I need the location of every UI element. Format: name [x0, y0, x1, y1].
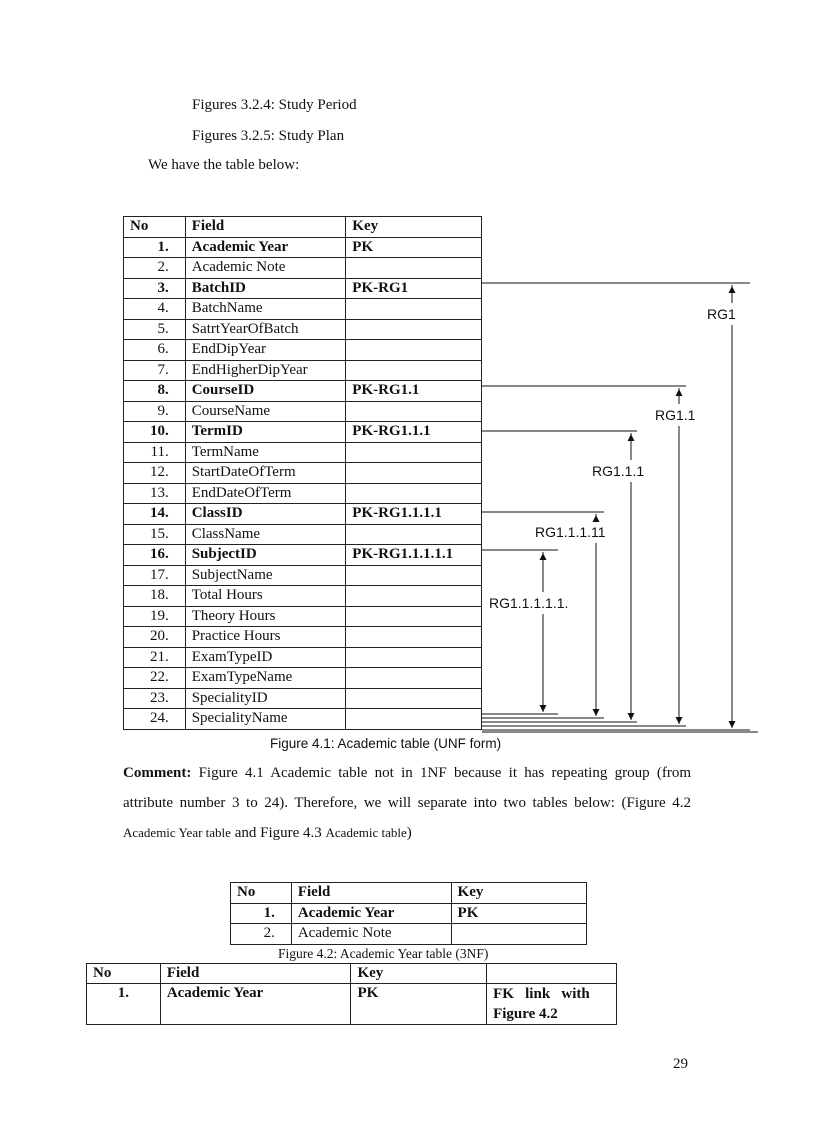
- row-no: 2.: [124, 258, 186, 279]
- rg-2-arrowhead-up: [628, 434, 635, 441]
- figure-4-2-caption: Figure 4.2: Academic Year table (3NF): [278, 946, 489, 961]
- table-row: [231, 924, 587, 945]
- row-key: [346, 627, 482, 648]
- comment-paragraph: [123, 758, 691, 848]
- header-field: Field: [291, 883, 451, 904]
- table-row: [124, 709, 482, 730]
- rg-0-label: RG1: [707, 306, 736, 322]
- row-no: 4.: [124, 299, 186, 320]
- row-field: Academic Year: [291, 903, 451, 924]
- figure-3-2-4-line: Figures 3.2.4: Study Period: [192, 97, 357, 113]
- table-row: [124, 401, 482, 422]
- figure-3-2-5-line: Figures 3.2.5: Study Plan: [192, 128, 345, 144]
- table-row: [124, 504, 482, 525]
- table-row: [124, 422, 482, 443]
- row-field: SubjectName: [185, 565, 346, 586]
- header-extra: [487, 964, 617, 984]
- rg-0-arrowhead-down: [729, 721, 736, 728]
- academic-year-table-3nf-header-row: [231, 883, 587, 904]
- row-field: ExamTypeName: [185, 668, 346, 689]
- table-row: [124, 278, 482, 299]
- row-key: [346, 401, 482, 422]
- row-key: [346, 709, 482, 730]
- row-field: SubjectID: [185, 545, 346, 566]
- comment-text: Figure 4.1 Academic table not in 1NF because it has repeating group (from attribute number 3 to 24). Therefore, we will separate into two tables below: (Figure 4.2: [123, 765, 691, 811]
- row-no: 12.: [124, 463, 186, 484]
- row-no: 7.: [124, 360, 186, 381]
- table-row: [124, 606, 482, 627]
- row-field: ClassID: [185, 504, 346, 525]
- row-field: SpecialityID: [185, 688, 346, 709]
- row-key: [346, 483, 482, 504]
- row-field: BatchName: [185, 299, 346, 320]
- header-no: No: [87, 964, 161, 984]
- row-field: Academic Year: [160, 984, 351, 1025]
- row-key: PK-RG1.1: [346, 381, 482, 402]
- row-field: TermName: [185, 442, 346, 463]
- row-key: [346, 463, 482, 484]
- row-field: EndHigherDipYear: [185, 360, 346, 381]
- header-key: Key: [351, 964, 487, 984]
- row-no: 5.: [124, 319, 186, 340]
- row-no: 19.: [124, 606, 186, 627]
- rg-4-arrowhead-up: [540, 553, 547, 560]
- row-no: 14.: [124, 504, 186, 525]
- table-row: [124, 237, 482, 258]
- row-field: CourseName: [185, 401, 346, 422]
- row-no: 20.: [124, 627, 186, 648]
- row-field: BatchID: [185, 278, 346, 299]
- header-no: No: [231, 883, 292, 904]
- row-key: [346, 340, 482, 361]
- table-row: [124, 627, 482, 648]
- academic-table-header-row: [87, 964, 617, 984]
- row-key: [346, 442, 482, 463]
- table-row: [231, 903, 587, 924]
- rg-1-arrowhead-down: [676, 717, 683, 724]
- academic-table-unf-body: [124, 217, 482, 730]
- row-key: [346, 688, 482, 709]
- row-no: 9.: [124, 401, 186, 422]
- row-field: CourseID: [185, 381, 346, 402]
- rg-4-label: RG1.1.1.1.1.: [489, 595, 569, 611]
- table-row: [124, 545, 482, 566]
- row-key: [451, 924, 586, 945]
- row-field: TermID: [185, 422, 346, 443]
- row-key: PK-RG1: [346, 278, 482, 299]
- rg-1-arrowhead-up: [676, 389, 683, 396]
- table-row: [124, 688, 482, 709]
- comment-label: Comment:: [123, 765, 192, 781]
- page-number: 29: [673, 1056, 688, 1072]
- row-no: 1.: [124, 237, 186, 258]
- table-row: [124, 668, 482, 689]
- rg-3-arrowhead-down: [593, 709, 600, 716]
- row-no: 6.: [124, 340, 186, 361]
- rg-2-arrowhead-down: [628, 713, 635, 720]
- row-no: 15.: [124, 524, 186, 545]
- table-row: [87, 984, 617, 1025]
- row-key: [346, 565, 482, 586]
- row-field: SatrtYearOfBatch: [185, 319, 346, 340]
- row-field: Academic Note: [291, 924, 451, 945]
- table-row: [124, 463, 482, 484]
- row-no: 18.: [124, 586, 186, 607]
- row-field: Total Hours: [185, 586, 346, 607]
- row-field: StartDateOfTerm: [185, 463, 346, 484]
- table-row: [124, 586, 482, 607]
- row-no: 10.: [124, 422, 186, 443]
- row-no: 24.: [124, 709, 186, 730]
- table-row: [124, 319, 482, 340]
- row-key: [346, 586, 482, 607]
- row-fk-note: [487, 984, 617, 1025]
- rg-0-arrowhead-up: [729, 286, 736, 293]
- row-no: 22.: [124, 668, 186, 689]
- table-row: [124, 524, 482, 545]
- row-field: SpecialityName: [185, 709, 346, 730]
- academic-year-table-3nf: [230, 882, 587, 945]
- row-field: Academic Note: [185, 258, 346, 279]
- row-no: 21.: [124, 647, 186, 668]
- row-field: EndDipYear: [185, 340, 346, 361]
- academic-table-unf-header-row: [124, 217, 482, 238]
- row-field: Theory Hours: [185, 606, 346, 627]
- row-field: Practice Hours: [185, 627, 346, 648]
- rg-4-arrowhead-down: [540, 705, 547, 712]
- row-key: PK: [351, 984, 487, 1025]
- rg-1-label: RG1.1: [655, 407, 696, 423]
- row-key: [346, 319, 482, 340]
- table-row: [124, 360, 482, 381]
- comment-ref-academic-table: Academic table: [325, 825, 407, 840]
- rg-2-label: RG1.1.1: [592, 463, 645, 479]
- row-key: PK: [451, 903, 586, 924]
- table-row: [124, 565, 482, 586]
- row-field: EndDateOfTerm: [185, 483, 346, 504]
- row-key: [346, 524, 482, 545]
- table-row: [124, 442, 482, 463]
- table-row: [124, 299, 482, 320]
- header-key: Key: [346, 217, 482, 238]
- row-no: 2.: [231, 924, 292, 945]
- academic-table: [86, 963, 617, 1025]
- row-no: 17.: [124, 565, 186, 586]
- row-key: PK-RG1.1.1.1.1: [346, 545, 482, 566]
- row-field: ExamTypeID: [185, 647, 346, 668]
- header-field: Field: [185, 217, 346, 238]
- table-row: [124, 381, 482, 402]
- row-key: PK-RG1.1.1: [346, 422, 482, 443]
- header-key: Key: [451, 883, 586, 904]
- row-key: PK: [346, 237, 482, 258]
- fk-link-text: FK link with: [493, 986, 590, 1002]
- row-no: 1.: [231, 903, 292, 924]
- row-field: ClassName: [185, 524, 346, 545]
- row-key: [346, 258, 482, 279]
- figure-4-1-caption: Figure 4.1: Academic table (UNF form): [270, 736, 502, 751]
- row-no: 23.: [124, 688, 186, 709]
- row-key: [346, 606, 482, 627]
- row-key: PK-RG1.1.1.1: [346, 504, 482, 525]
- row-field: Academic Year: [185, 237, 346, 258]
- row-key: [346, 360, 482, 381]
- table-row: [124, 258, 482, 279]
- row-no: 11.: [124, 442, 186, 463]
- fk-figure-ref: Figure 4.2: [493, 1006, 558, 1022]
- academic-table-unf: [123, 216, 482, 730]
- row-key: [346, 647, 482, 668]
- table-intro-text: We have the table below:: [148, 157, 300, 173]
- row-no: 8.: [124, 381, 186, 402]
- academic-year-table-3nf-body: [231, 883, 587, 945]
- table-row: [124, 340, 482, 361]
- header-field: Field: [160, 964, 351, 984]
- table-row: [124, 647, 482, 668]
- table-row: [124, 483, 482, 504]
- row-key: [346, 668, 482, 689]
- comment-end: ): [406, 825, 412, 841]
- row-no: 13.: [124, 483, 186, 504]
- comment-ref-academic-year-table: Academic Year table: [123, 825, 231, 840]
- row-key: [346, 299, 482, 320]
- rg-3-label: RG1.1.1.11: [535, 524, 606, 540]
- row-no: 3.: [124, 278, 186, 299]
- comment-mid: and Figure 4.3: [230, 825, 326, 841]
- header-no: No: [124, 217, 186, 238]
- row-no: 1.: [87, 984, 161, 1025]
- row-no: 16.: [124, 545, 186, 566]
- rg-3-arrowhead-up: [593, 515, 600, 522]
